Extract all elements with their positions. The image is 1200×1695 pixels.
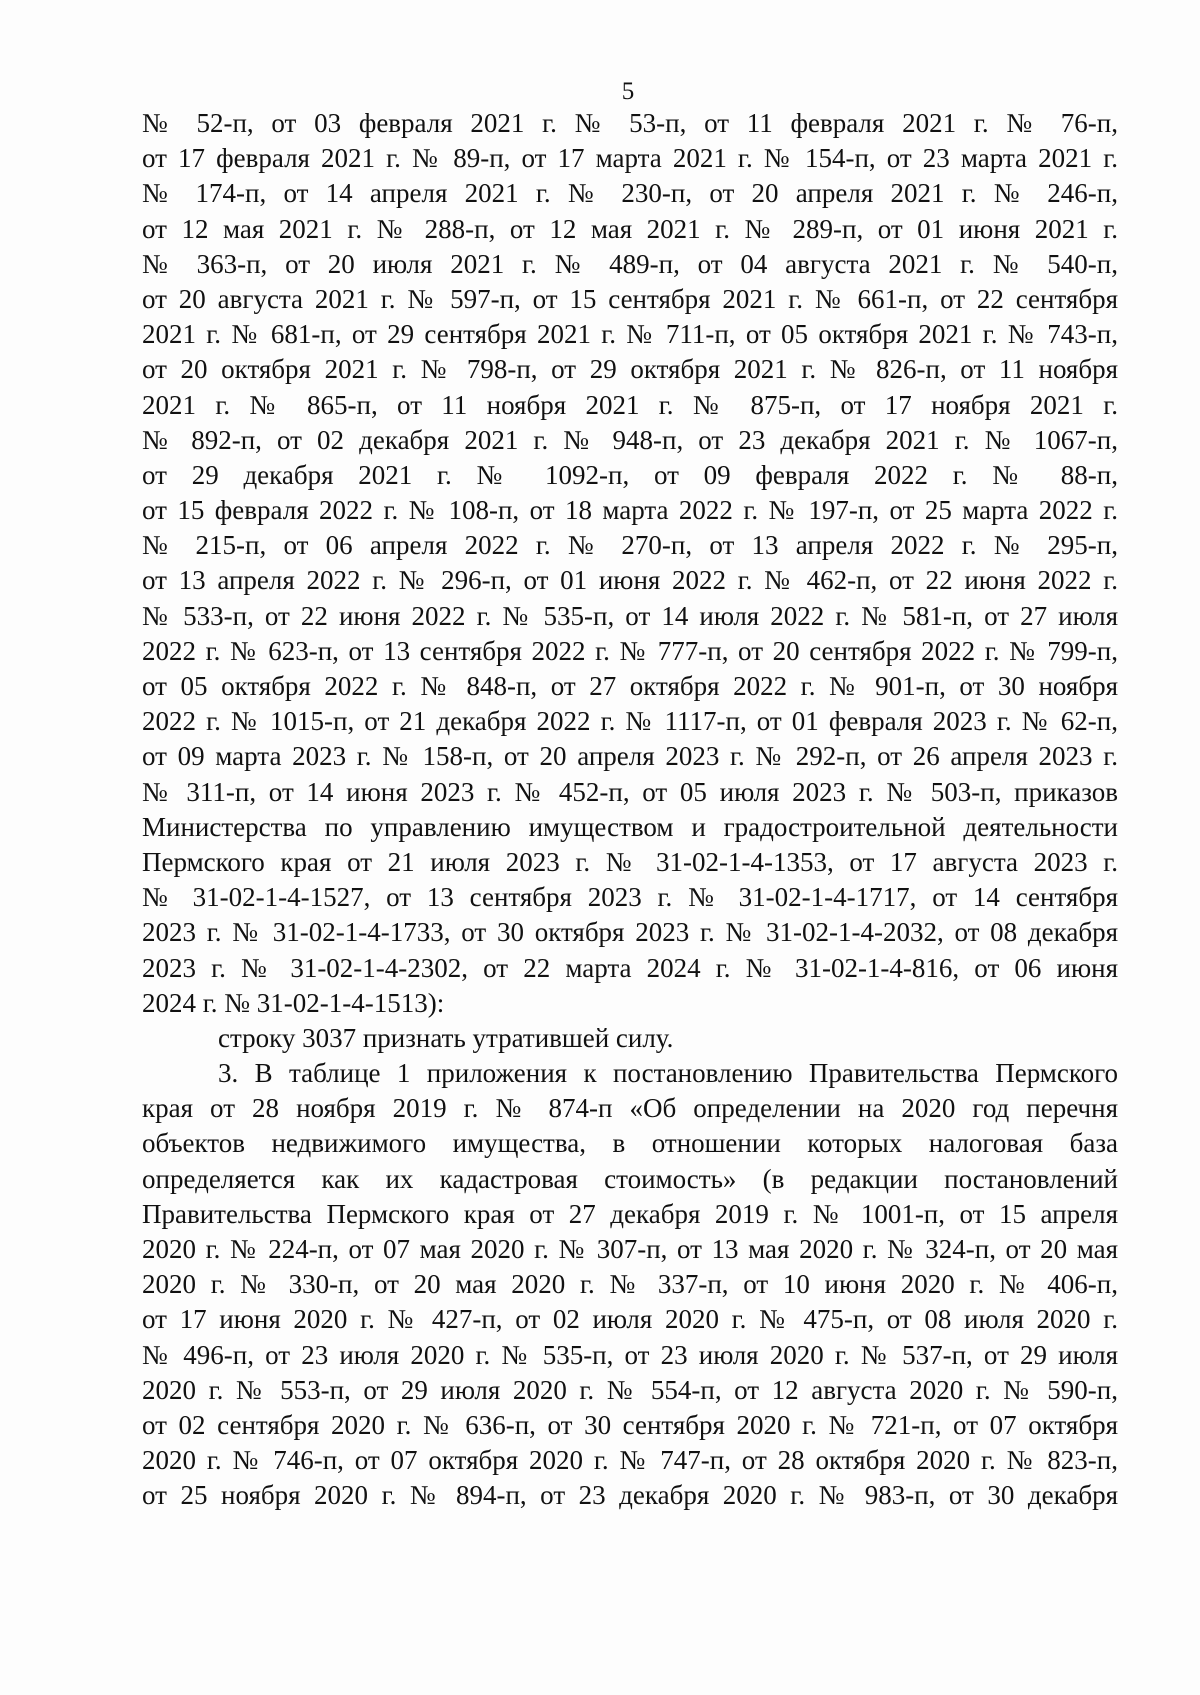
- text-line: № 31-02-1-4-1527, от 13 сентября 2023 г. № 31-02-1-4-1717, от 14 сентября: [142, 882, 1118, 913]
- text-line: 2023 г. № 31-02-1-4-2302, от 22 марта 2024 г. № 31-02-1-4-816, от 06 июня: [142, 952, 1118, 983]
- text-line: Пермского края от 21 июля 2023 г. № 31-02-1-4-1353, от 17 августа 2023 г.: [142, 846, 1118, 877]
- text-line: 3. В таблице 1 приложения к постановлению Правительства Пермского: [218, 1058, 1118, 1089]
- text-line: от 25 ноября 2020 г. № 894-п, от 23 декабря 2020 г. № 983-п, от 30 декабря: [142, 1480, 1118, 1511]
- text-line: 2024 г. № 31-02-1-4-1513):: [142, 987, 445, 1018]
- text-line: 2022 г. № 1015-п, от 21 декабря 2022 г. № 1117-п, от 01 февраля 2023 г. № 62-п,: [142, 706, 1118, 737]
- text-line: от 12 мая 2021 г. № 288-п, от 12 мая 2021 г. № 289-п, от 01 июня 2021 г.: [142, 213, 1118, 244]
- text-line: 2020 г. № 746-п, от 07 октября 2020 г. № 747-п, от 28 октября 2020 г. № 823-п,: [142, 1445, 1118, 1476]
- text-line: № 311-п, от 14 июня 2023 г. № 452-п, от 05 июля 2023 г. № 503-п, приказов: [142, 776, 1118, 807]
- text-line: Министерства по управлению имуществом и градостроительной деятельности: [142, 811, 1118, 842]
- text-line: от 20 августа 2021 г. № 597-п, от 15 сентября 2021 г. № 661-п, от 22 сентября: [142, 283, 1118, 314]
- paragraph-continuation: [142, 106, 1118, 1021]
- text-line: № 215-п, от 06 апреля 2022 г. № 270-п, от 13 апреля 2022 г. № 295-п,: [142, 530, 1118, 561]
- text-line: 2020 г. № 224-п, от 07 мая 2020 г. № 307-п, от 13 мая 2020 г. № 324-п, от 20 мая: [142, 1234, 1118, 1264]
- paragraph-repeal: [142, 1021, 1118, 1056]
- text-line: от 29 декабря 2021 г. № 1092-п, от 09 февраля 2022 г. № 88-п,: [142, 459, 1118, 490]
- text-line: края от 28 ноября 2019 г. № 874-п «Об определении на 2020 год перечня: [142, 1093, 1118, 1124]
- text-line: 2020 г. № 330-п, от 20 мая 2020 г. № 337-п, от 10 июня 2020 г. № 406-п,: [142, 1269, 1118, 1300]
- text-line: № 174-п, от 14 апреля 2021 г. № 230-п, от 20 апреля 2021 г. № 246-п,: [142, 178, 1118, 209]
- paragraph-item-3: [142, 1056, 1118, 1513]
- text-line: от 17 июня 2020 г. № 427-п, от 02 июля 2020 г. № 475-п, от 08 июля 2020 г.: [142, 1304, 1118, 1335]
- page-number: 5: [621, 78, 635, 105]
- text-line: от 17 февраля 2021 г. № 89-п, от 17 марта 2021 г. № 154-п, от 23 марта 2021 г.: [142, 143, 1118, 174]
- text-line: определяется как их кадастровая стоимость» (в редакции постановлений: [142, 1163, 1118, 1194]
- text-line: № 496-п, от 23 июля 2020 г. № 535-п, от 23 июля 2020 г. № 537-п, от 29 июля: [142, 1339, 1118, 1370]
- text-line: от 15 февраля 2022 г. № 108-п, от 18 марта 2022 г. № 197-п, от 25 марта 2022 г.: [142, 495, 1118, 526]
- text-line: строку 3037 признать утратившей силу.: [218, 1022, 674, 1053]
- text-line: № 363-п, от 20 июля 2021 г. № 489-п, от 04 августа 2021 г. № 540-п,: [142, 248, 1118, 279]
- text-line: № 52-п, от 03 февраля 2021 г. № 53-п, от 11 февраля 2021 г. № 76-п,: [142, 108, 1118, 138]
- text-line: 2022 г. № 623-п, от 13 сентября 2022 г. № 777-п, от 20 сентября 2022 г. № 799-п,: [142, 635, 1118, 666]
- text-line: объектов недвижимого имущества, в отношении которых налоговая база: [142, 1128, 1118, 1159]
- text-line: Правительства Пермского края от 27 декабря 2019 г. № 1001-п, от 15 апреля: [142, 1198, 1118, 1229]
- text-line: от 02 сентября 2020 г. № 636-п, от 30 сентября 2020 г. № 721-п, от 07 октября: [142, 1409, 1118, 1440]
- text-line: 2021 г. № 681-п, от 29 сентября 2021 г. № 711-п, от 05 октября 2021 г. № 743-п,: [142, 319, 1118, 350]
- text-line: от 20 октября 2021 г. № 798-п, от 29 октября 2021 г. № 826-п, от 11 ноября: [142, 354, 1118, 385]
- text-line: 2023 г. № 31-02-1-4-1733, от 30 октября 2023 г. № 31-02-1-4-2032, от 08 декабря: [142, 917, 1118, 948]
- text-line: № 892-п, от 02 декабря 2021 г. № 948-п, от 23 декабря 2021 г. № 1067-п,: [142, 424, 1118, 455]
- text-line: 2020 г. № 553-п, от 29 июля 2020 г. № 554-п, от 12 августа 2020 г. № 590-п,: [142, 1374, 1118, 1405]
- document-body: [142, 106, 1118, 1514]
- text-line: № 533-п, от 22 июня 2022 г. № 535-п, от 14 июля 2022 г. № 581-п, от 27 июля: [142, 600, 1118, 631]
- text-line: от 13 апреля 2022 г. № 296-п, от 01 июня 2022 г. № 462-п, от 22 июня 2022 г.: [142, 565, 1118, 596]
- text-line: от 09 марта 2023 г. № 158-п, от 20 апреля 2023 г. № 292-п, от 26 апреля 2023 г.: [142, 741, 1118, 772]
- text-line: от 05 октября 2022 г. № 848-п, от 27 октября 2022 г. № 901-п, от 30 ноября: [142, 671, 1118, 701]
- text-line: 2021 г. № 865-п, от 11 ноября 2021 г. № 875-п, от 17 ноября 2021 г.: [142, 389, 1118, 420]
